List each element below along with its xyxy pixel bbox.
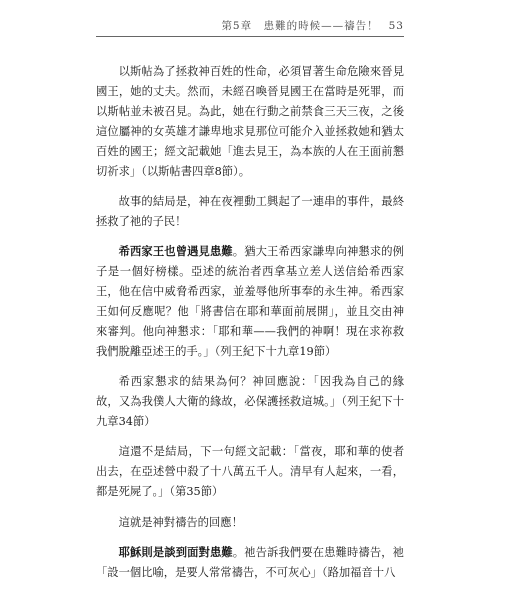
paragraph bbox=[96, 192, 404, 232]
paragraph bbox=[96, 372, 404, 432]
paragraph bbox=[96, 442, 404, 502]
paragraph-text: 以斯帖為了拯救神百姓的性命，必須冒著生命危險來晉見國王，她的丈夫。然而，未經召喚晉見國王在當時是死罪，而以斯帖並未被召見。為此，她在行動之前禁食三天三夜，之後這位屬神的女英雄才謙卑地求見那位可能介入並拯救她和猶太百姓的國王；經文記載她「進去見王，為本族的人在王面前懇切祈求」（以斯帖書四章8節）。 bbox=[96, 65, 404, 178]
paragraph-text: 。猶大王希西家謙卑向神懇求的例子是一個好榜樣。亞述的統治者西拿基立差人送信給希西家王，他在信中威脅希西家，並羞辱他所事奉的永生神。希西家王如何反應呢？他「將書信在耶和華面前展開」，並且交由神來審判。他向神懇求：「耶和華——我們的神啊！現在求祢救我們脫離亞述王的手。」（列王紀下十九章19節） bbox=[96, 245, 404, 358]
body-text bbox=[96, 62, 404, 593]
paragraph-lead: 希西家王也曾遇見患難 bbox=[118, 245, 233, 259]
paragraph-lead: 耶穌則是談到面對患難 bbox=[118, 546, 233, 560]
paragraph-text: 故事的結局是，神在夜裡動工興起了一連串的事件，最終拯救了祂的子民！ bbox=[96, 194, 404, 228]
paragraph-text: 這還不是結局，下一句經文記載：「當夜，耶和華的使者出去，在亞述營中殺了十八萬五千人。清早有人起來，一看，都是死屍了。」（第35節） bbox=[96, 445, 404, 499]
paragraph bbox=[96, 543, 404, 583]
chapter-title: 第5章 患難的時候——禱告！ bbox=[221, 20, 379, 32]
paragraph bbox=[96, 62, 404, 181]
paragraph bbox=[96, 513, 404, 533]
running-header bbox=[96, 18, 404, 37]
paragraph-text: 。祂告訴我們要在患難時禱告，祂「設一個比喻，是要人常常禱告，不可灰心」（路加福音十八 bbox=[96, 546, 404, 579]
page-number: 53 bbox=[388, 20, 404, 32]
paragraph-text: 這就是神對禱告的回應！ bbox=[118, 515, 243, 529]
paragraph bbox=[96, 242, 404, 361]
paragraph-text: 希西家懇求的結果為何？神回應說：「因我為自己的緣故，又為我僕人大衛的緣故，必保護拯救這城。」（列王紀下十九章34節） bbox=[96, 375, 404, 428]
